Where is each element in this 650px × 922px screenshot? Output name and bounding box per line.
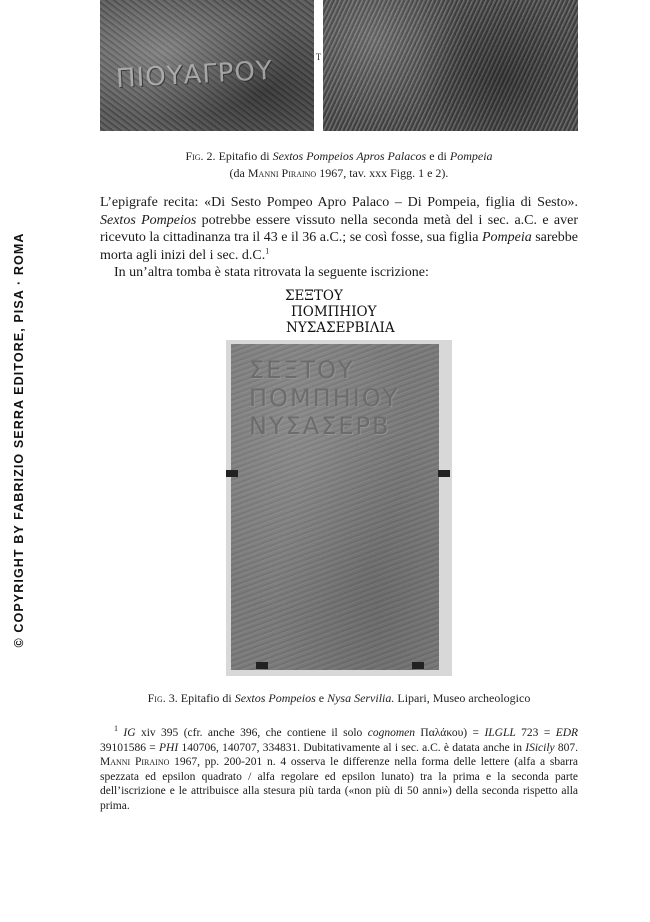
slab-lettering: ΣΕΞΤΟΥ ΠΟΜΠΗΙΟΥ ΝΥΣΑΣΕΡΒ [249, 356, 400, 440]
mount-clip [438, 470, 450, 477]
figure-3-caption: Fig. 3. Epitafio di Sextos Pompeios e Nysa Servilia. Lipari, Museo archeologico [147, 691, 531, 705]
mount-clip [226, 470, 238, 477]
figure-2-label: Fig. 2. [185, 149, 216, 163]
greek-inscription-transcription [270, 288, 420, 336]
inscription-line: ΣΕΞΤΟΥ [285, 288, 343, 304]
inscription-line: ΠΟΜΠΗΙΟΥ [291, 304, 377, 320]
paragraph-1: L’epigrafe recita: «Di Sesto Pompeo Apro Palaco – Di Pompeia, figlia di Sesto». Sextos Pompeios potrebbe essere vissuto nella seconda metà del i sec. a.C. e aver ricevuto la cittadinanza tra il 43 e il 36 a.C.; se così fosse, sua figlia Pompeia sarebbe morta agli inizi del i sec. d.C.$^1$ [100, 195, 578, 263]
copyright-sidebar [4, 200, 34, 680]
mount-clip [256, 662, 268, 669]
figure-2-stone-lettering: ΠΙΟΥΑΓΡΟΥ [115, 55, 274, 95]
inscription-line: ΝΥΣΑΣΕΡΒΙΛΙΑ [286, 320, 395, 336]
footnote: $^1$ IG xiv 395 (cfr. anche 396, che contiene il solo cognomen Παλάκου) = ILGLL 723 = EDR 39101586 = PHI 140706, 140707, 334831. Dubitativamente al i sec. a.C. è datata anche in ISicily 807. Manni Piraino 1967, pp. 200-201 n. 4 osserva le differenze nella forma delle lettere (alfa a sbarra spezzata ed epsilon quadrato / alfa regolare ed epsilon lunato) tra la prima e la seconda parte dell’iscrizione e le attribuisce alla stesura più tarda («non più di 50 anni») della seconda rispetto alla prima. [100, 724, 579, 812]
figure-separator-mark: T [315, 52, 322, 62]
main-body-text [100, 194, 578, 282]
copyright-notice: © COPYRIGHT BY FABRIZIO SERRA EDITORE, PISA · ROMA [12, 232, 26, 648]
footnote-ref: 1 [265, 245, 270, 255]
figure-2-caption: Fig. 2. Epitafio di Sextos Pompeios Apros Palacos e di Pompeia (da Manni Piraino 1967, tav. xxx Figg. 1 e 2). [185, 149, 493, 180]
figure-2-photo-right [323, 0, 578, 131]
paragraph-2: In un’altra tomba è stata ritrovata la seguente iscrizione: [114, 265, 429, 280]
stone-slab [231, 344, 439, 670]
footnote-number: 1 [114, 724, 118, 734]
mount-clip [412, 662, 424, 669]
figure-2-photo-left [100, 0, 314, 131]
figure-3-label: Fig. 3. [147, 691, 178, 705]
figure-3-photo [226, 340, 452, 676]
